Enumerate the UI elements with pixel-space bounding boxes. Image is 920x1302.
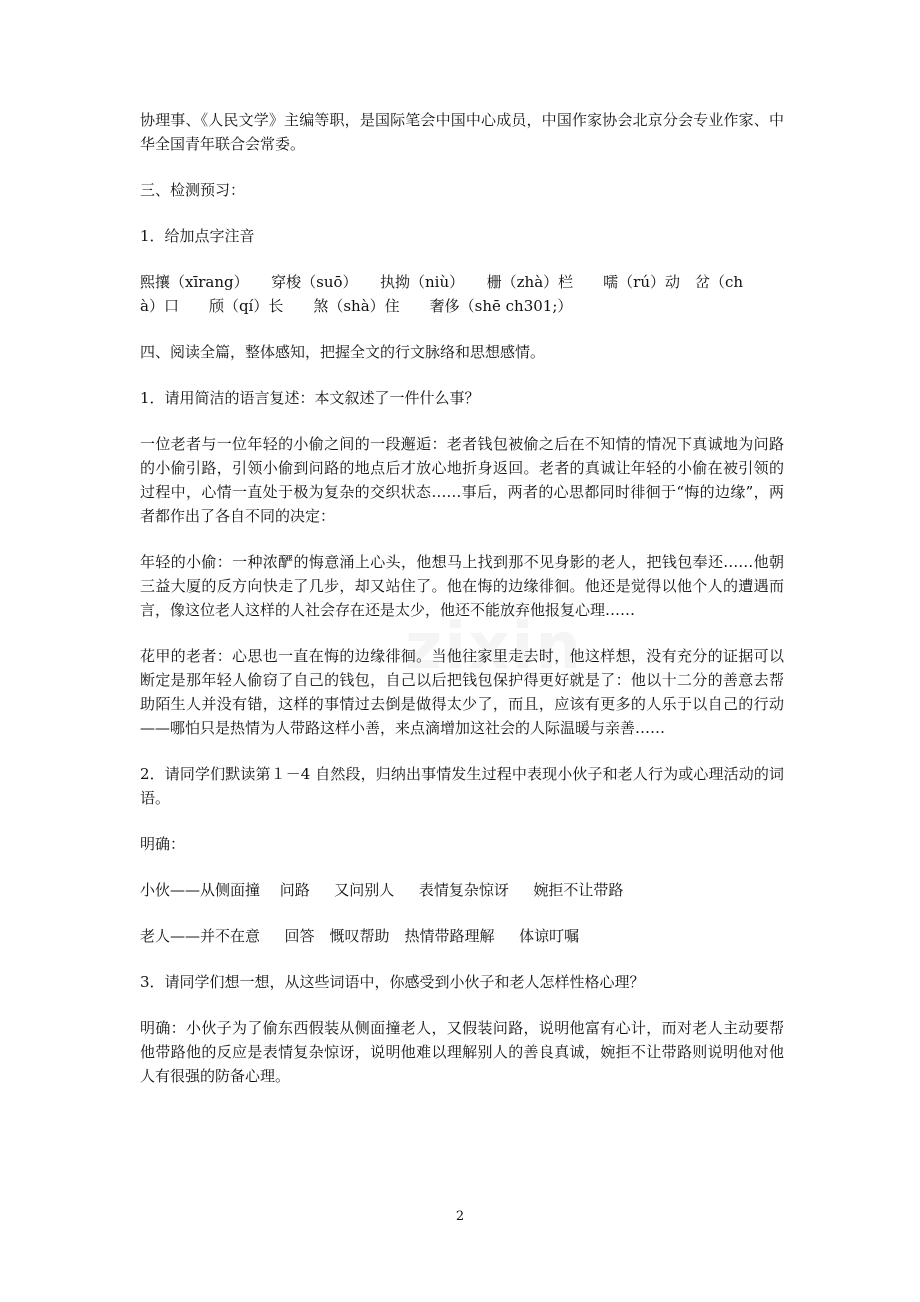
clarify-label: 明确： bbox=[140, 835, 186, 853]
section-3-heading: 三、检测预习： bbox=[140, 181, 246, 199]
pinyin-line-1: 熙攘（xīrang） 穿梭（suō） 执拗（niù） 栅（zhà）栏 嚅（rú）动 岔（ch bbox=[140, 273, 744, 291]
question-1-title: 1．给加点字注音 bbox=[140, 227, 255, 245]
summary-paragraph: 一位老者与一位年轻的小偷之间的一段邂逅：老者钱包被偷之后在不知情的情况下真诚地为问路的小偷引路，引领小偷到问路的地点后才放心地折身返回。老者的真诚让年轻的小偷在被引领的过程中，心情一直处于极为复杂的交织状态……事后，两者的心思都同时徘徊于“悔的边缘”，两者都作出了各自不同的决定： bbox=[140, 435, 784, 525]
question-2-paragraph: 2．请同学们默读第１－4 自然段，归纳出事情发生过程中表现小伙子和老人行为或心理活动的词语。 bbox=[140, 765, 784, 807]
intro-paragraph: 协理事、《人民文学》主编等职，是国际笔会中国中心成员，中国作家协会北京分会专业作家、中华全国青年联合会常委。 bbox=[140, 111, 784, 153]
elder-words-line: 老人——并不在意 回答 慨叹帮助 热情带路理解 体谅叮嘱 bbox=[140, 927, 580, 945]
elder-paragraph: 花甲的老者：心思也一直在悔的边缘徘徊。当他往家里走去时，他这样想，没有充分的证据可以断定是那年轻人偷窃了自己的钱包，自己以后把钱包保护得更好就是了：他以十二分的善意去帮助陌生人并没有错，这样的事情过去倒是做得太少了，而且，应该有更多的人乐于以自己的行动——哪怕只是热情为人带路这样小善，来点滴增加这社会的人际温暖与亲善…… bbox=[140, 647, 784, 737]
pinyin-list bbox=[140, 270, 784, 318]
watermark: zixin bbox=[405, 610, 583, 684]
section-4-heading: 四、阅读全篇，整体感知，把握全文的行文脉络和思想感情。 bbox=[140, 343, 546, 361]
document-body bbox=[140, 108, 784, 1110]
page-number: 2 bbox=[455, 1209, 465, 1224]
youth-paragraph: 年轻的小偷：一种浓酽的悔意涌上心头，他想马上找到那不见身影的老人，把钱包奉还……他朝三益大厦的反方向快走了几步，却又站住了。他在悔的边缘徘徊。他还是觉得以他个人的遭遇而言，像这位老人这样的人社会存在还是太少，他还不能放弃他报复心理…… bbox=[140, 553, 784, 619]
question-3-answer: 明确：小伙子为了偷东西假装从侧面撞老人，又假装问路，说明他富有心计，而对老人主动要帮他带路他的反应是表情复杂惊讶，说明他难以理解别人的善良真诚，婉拒不让带路则说明他对他人有很强的防备心理。 bbox=[140, 1019, 784, 1085]
question-1b-title: 1．请用简洁的语言复述：本文叙述了一件什么事？ bbox=[140, 389, 480, 407]
youth-words-line: 小伙——从侧面撞 问路 又问别人 表情复杂惊讶 婉拒不让带路 bbox=[140, 881, 624, 899]
question-3-title: 3．请同学们想一想，从这些词语中，你感受到小伙子和老人怎样性格心理？ bbox=[140, 973, 645, 991]
pinyin-line-2: à）口 颀（qí）长 煞（shà）住 奢侈（shē ch301;） bbox=[140, 297, 573, 315]
